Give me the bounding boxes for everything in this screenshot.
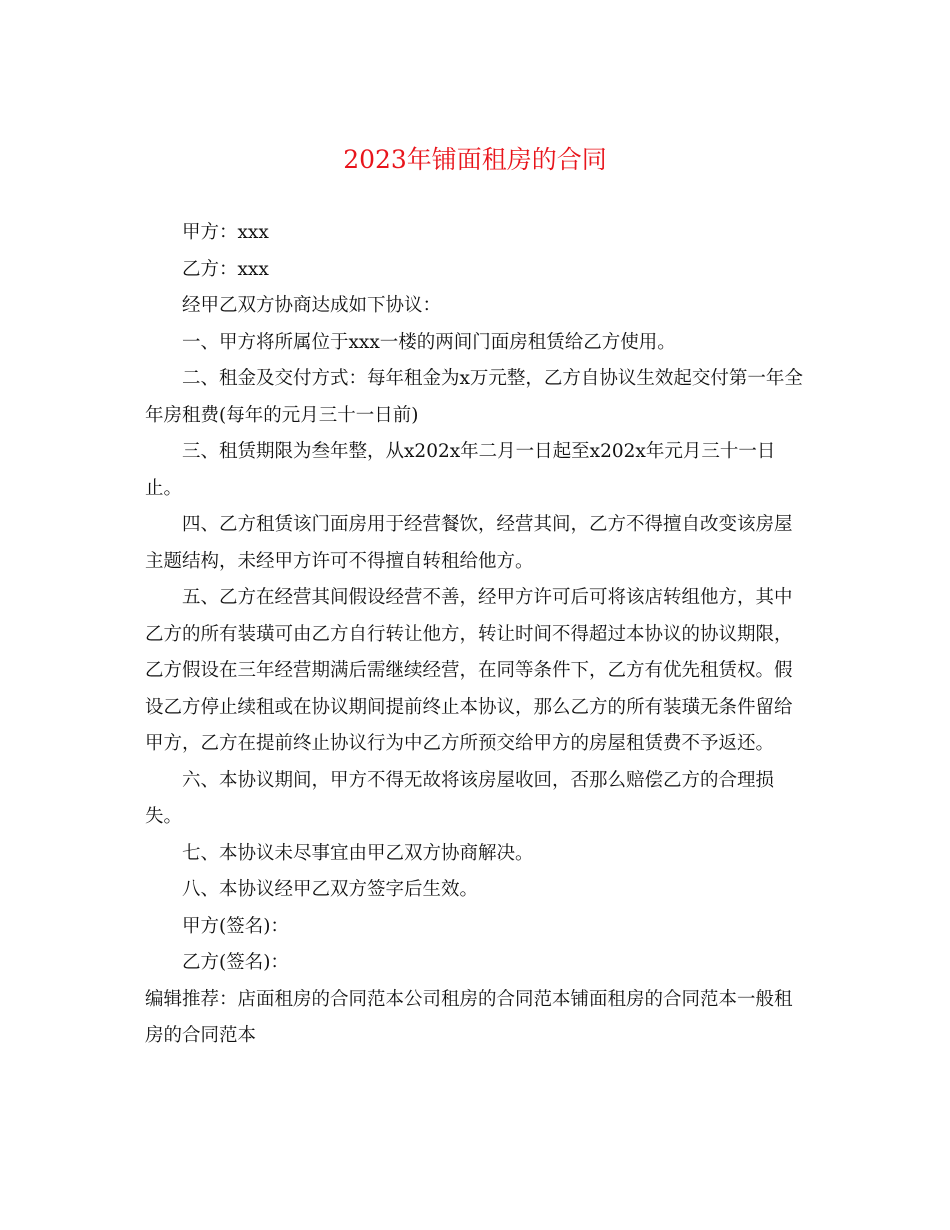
- agreement-intro: 经甲乙双方协商达成如下协议：: [182, 295, 442, 316]
- party-a-line: 甲方：xxx: [182, 222, 269, 243]
- clause-6: 六、本协议期间，甲方不得无故将该房屋收回，否那么赔偿乙方的合理损失。: [145, 769, 775, 827]
- document-title: 2023年铺面租房的合同: [343, 145, 607, 174]
- clause-1: 一、甲方将所属位于xxx一楼的两间门面房租赁给乙方使用。: [182, 331, 676, 353]
- clause-2: 二、租金及交付方式：每年租金为x万元整，乙方自协议生效起交付第一年全年房租费(每年的元月三十一日前): [145, 368, 803, 426]
- party-b-signature: 乙方(签名)：: [182, 952, 289, 973]
- clause-5: 五、乙方在经营其间假设经营不善，经甲方许可后可将该店转组他方，其中乙方的所有装璜可由乙方自行转让他方，转让时间不得超过本协议的协议期限，乙方假设在三年经营期满后需继续经营，在同等条件下，乙方有优先租赁权。假设乙方停止续租或在协议期间提前终止本协议，那么乙方的所有装璜无条件留给甲方，乙方在提前终止协议行为中乙方所预交给甲方的房屋租赁费不予返还。: [145, 587, 793, 754]
- clause-7: 七、本协议未尽事宜由甲乙双方协商解决。: [182, 842, 534, 864]
- clause-3: 三、租赁期限为叁年整，从x202x年二月一日起至x202x年元月三十一日止。: [145, 441, 776, 499]
- editor-recommendation: 编辑推荐：店面租房的合同范本公司租房的合同范本铺面租房的合同范本一般租房的合同范本: [145, 988, 793, 1046]
- clause-8: 八、本协议经甲乙双方签字后生效。: [182, 879, 479, 900]
- party-a-signature: 甲方(签名)：: [182, 915, 289, 937]
- clause-4: 四、乙方租赁该门面房用于经营餐饮，经营其间，乙方不得擅自改变该房屋主题结构，未经甲方许可不得擅自转租给他方。: [145, 514, 793, 572]
- party-b-line: 乙方：xxx: [182, 258, 269, 280]
- contract-body: [145, 215, 805, 1055]
